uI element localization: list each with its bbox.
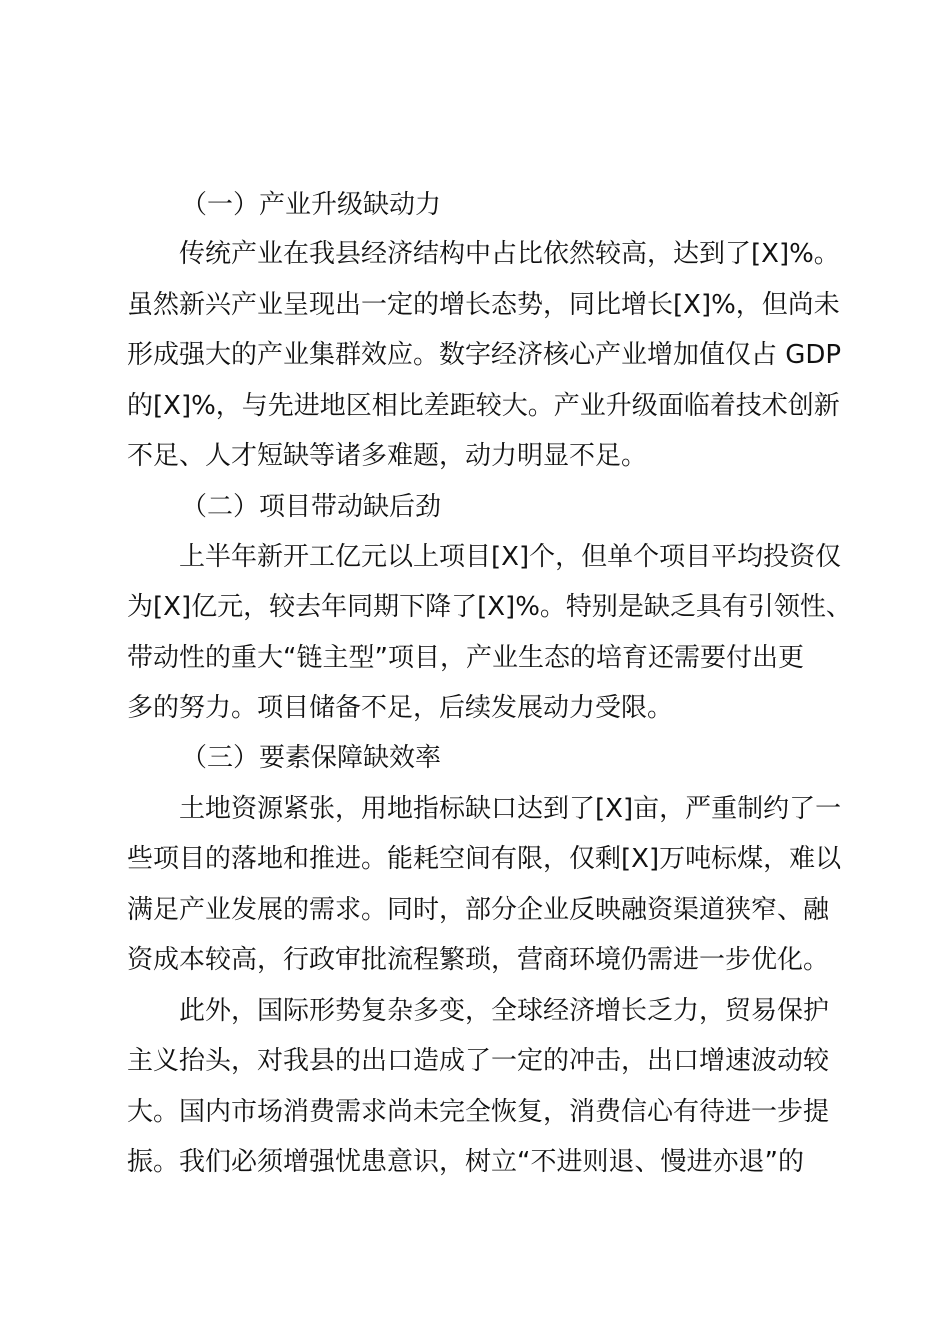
paragraph-line: 振。我们必须增强忧患意识，树立“不进则退、慢进亦退”的 — [127, 1147, 804, 1177]
paragraph-line: 传统产业在我县经济结构中占比依然较高，达到了[X]%。 — [179, 239, 840, 269]
section-heading-2: （二）项目带动缺后劲 — [181, 492, 442, 522]
paragraph-line: 为[X]亿元，较去年同期下降了[X]%。特别是缺乏具有引领性、 — [127, 592, 852, 622]
paragraph-line: 主义抬头，对我县的出口造成了一定的冲击，出口增速波动较 — [127, 1046, 830, 1076]
paragraph-line: 多的努力。项目储备不足，后续发展动力受限。 — [127, 693, 674, 723]
paragraph-line: 大。国内市场消费需求尚未完全恢复，消费信心有待进一步提 — [127, 1097, 830, 1127]
paragraph-line: 满足产业发展的需求。同时，部分企业反映融资渠道狭窄、融 — [127, 895, 830, 925]
paragraph-line: 不足、人才短缺等诸多难题，动力明显不足。 — [127, 441, 648, 471]
paragraph-line: 的[X]%，与先进地区相比差距较大。产业升级面临着技术创新 — [127, 391, 840, 421]
paragraph-line: 虽然新兴产业呈现出一定的增长态势，同比增长[X]%，但尚未 — [127, 290, 840, 320]
paragraph-line: 带动性的重大“链主型”项目，产业生态的培育还需要付出更 — [127, 643, 804, 673]
paragraph-line: 形成强大的产业集群效应。数字经济核心产业增加值仅占 GDP — [127, 340, 842, 370]
section-heading-3: （三）要素保障缺效率 — [181, 743, 442, 773]
paragraph-line: 此外，国际形势复杂多变，全球经济增长乏力，贸易保护 — [179, 996, 830, 1026]
paragraph-line: 土地资源紧张，用地指标缺口达到了[X]亩，严重制约了一 — [179, 794, 842, 824]
section-heading-1: （一）产业升级缺动力 — [181, 190, 442, 220]
paragraph-line: 些项目的落地和推进。能耗空间有限，仅剩[X]万吨标煤，难以 — [127, 844, 842, 874]
paragraph-line: 上半年新开工亿元以上项目[X]个，但单个项目平均投资仅 — [179, 542, 842, 572]
paragraph-line: 资成本较高，行政审批流程繁琐，营商环境仍需进一步优化。 — [127, 945, 830, 975]
